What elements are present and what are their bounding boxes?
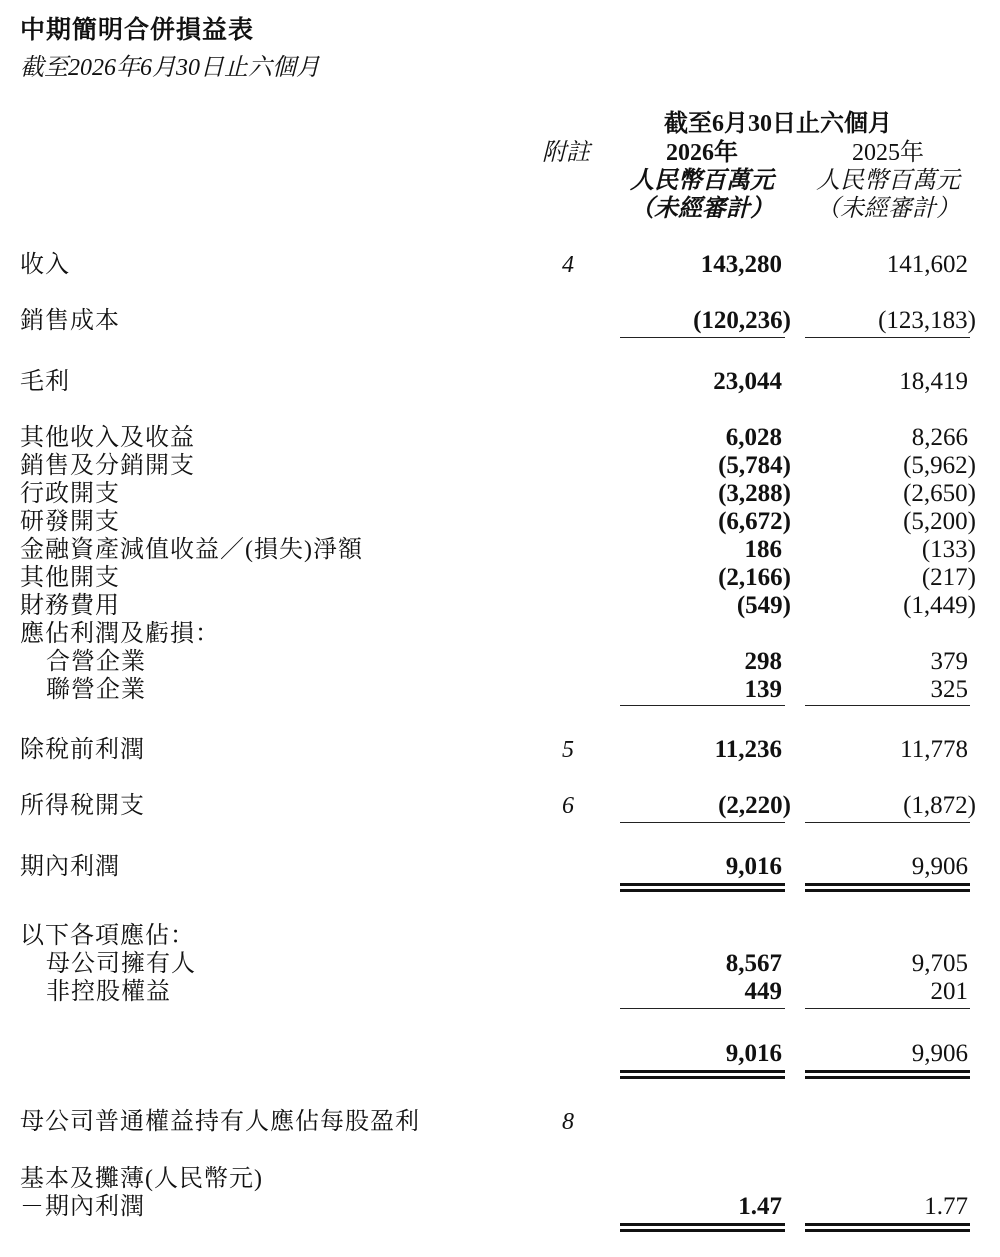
subtotal-rule xyxy=(805,705,970,706)
nci-label: 非控股權益 xyxy=(46,979,171,1005)
profit-previous: 9,906 xyxy=(911,853,968,880)
eps-note: 8 xyxy=(562,1109,574,1135)
share-of-profits-heading: 應佔利潤及虧損： xyxy=(20,621,220,647)
joint-ventures-current: 298 xyxy=(744,648,782,675)
double-rule xyxy=(805,883,970,886)
joint-ventures-previous: 379 xyxy=(930,648,968,675)
associates-previous: 325 xyxy=(930,676,968,703)
revenue-current: 143,280 xyxy=(700,251,782,278)
double-rule xyxy=(805,1070,970,1073)
subtotal-rule xyxy=(620,1008,785,1009)
attributable-heading: 以下各項應佔： xyxy=(20,923,195,949)
finance-costs-current: (549) xyxy=(736,592,791,619)
joint-ventures-label: 合營企業 xyxy=(46,649,146,675)
double-rule xyxy=(805,1076,970,1079)
rnd-current: (6,672) xyxy=(718,508,791,535)
profit-current: 9,016 xyxy=(725,853,782,880)
other-income-previous: 8,266 xyxy=(911,424,968,451)
double-rule xyxy=(805,1229,970,1232)
associates-label: 聯營企業 xyxy=(46,677,146,703)
finance-costs-label: 財務費用 xyxy=(20,593,120,619)
eps-heading: 母公司普通權益持有人應佔每股盈利 xyxy=(20,1109,420,1135)
other-expenses-current: (2,166) xyxy=(718,564,791,591)
double-rule xyxy=(805,889,970,892)
subtotal-rule xyxy=(620,822,785,823)
subtotal-rule xyxy=(620,337,785,338)
gross-profit-label: 毛利 xyxy=(20,369,70,395)
current-year-heading: 2026年 xyxy=(666,140,738,166)
gross-profit-previous: 18,419 xyxy=(899,368,968,395)
associates-current: 139 xyxy=(744,676,782,703)
double-rule xyxy=(620,889,785,892)
pbt-note: 5 xyxy=(562,737,574,763)
admin-label: 行政開支 xyxy=(20,481,120,507)
other-expenses-previous: (217) xyxy=(921,564,976,591)
eps-basic-label: 基本及攤薄(人民幣元) xyxy=(20,1166,263,1192)
previous-unit-heading: 人民幣百萬元 xyxy=(816,168,960,194)
finance-costs-previous: (1,449) xyxy=(903,592,976,619)
nci-previous: 201 xyxy=(930,978,968,1005)
cost-of-sales-current: (120,236) xyxy=(693,307,791,334)
statement-title: 中期簡明合併損益表 xyxy=(20,15,255,44)
revenue-label: 收入 xyxy=(20,252,70,278)
eps-period-label: －期內利潤 xyxy=(20,1194,145,1220)
selling-current: (5,784) xyxy=(718,452,791,479)
admin-current: (3,288) xyxy=(718,480,791,507)
subtotal-rule xyxy=(805,822,970,823)
double-rule xyxy=(620,1223,785,1226)
double-rule xyxy=(620,1070,785,1073)
double-rule xyxy=(805,1223,970,1226)
revenue-note: 4 xyxy=(562,252,574,278)
total-previous: 9,906 xyxy=(911,1040,968,1067)
rnd-label: 研發開支 xyxy=(20,509,120,535)
other-expenses-label: 其他開支 xyxy=(20,565,120,591)
owners-current: 8,567 xyxy=(725,950,782,977)
eps-previous: 1.77 xyxy=(924,1193,968,1220)
statement-subtitle: 截至2026年6月30日止六個月 xyxy=(20,55,320,81)
eps-current: 1.47 xyxy=(738,1193,782,1220)
selling-label: 銷售及分銷開支 xyxy=(20,453,195,479)
previous-year-heading: 2025年 xyxy=(852,140,924,166)
note-heading: 附註 xyxy=(542,140,590,166)
selling-previous: (5,962) xyxy=(903,452,976,479)
current-unit-heading: 人民幣百萬元 xyxy=(630,168,774,194)
pbt-previous: 11,778 xyxy=(900,736,968,763)
rnd-previous: (5,200) xyxy=(903,508,976,535)
profit-label: 期內利潤 xyxy=(20,854,120,880)
owners-previous: 9,705 xyxy=(911,950,968,977)
pbt-current: 11,236 xyxy=(714,736,782,763)
cost-of-sales-label: 銷售成本 xyxy=(20,308,120,334)
current-audit-heading: （未經審計） xyxy=(630,196,774,222)
nci-current: 449 xyxy=(744,978,782,1005)
impairment-previous: (133) xyxy=(921,536,976,563)
tax-previous: (1,872) xyxy=(903,792,976,819)
subtotal-rule xyxy=(805,337,970,338)
pbt-label: 除稅前利潤 xyxy=(20,737,145,763)
total-current: 9,016 xyxy=(725,1040,782,1067)
impairment-current: 186 xyxy=(744,536,782,563)
tax-label: 所得稅開支 xyxy=(20,793,145,819)
cost-of-sales-previous: (123,183) xyxy=(878,307,976,334)
subtotal-rule xyxy=(620,705,785,706)
admin-previous: (2,650) xyxy=(903,480,976,507)
previous-audit-heading: （未經審計） xyxy=(816,196,960,222)
double-rule xyxy=(620,883,785,886)
double-rule xyxy=(620,1076,785,1079)
impairment-label: 金融資產減值收益／(損失)淨額 xyxy=(20,537,363,563)
revenue-previous: 141,602 xyxy=(886,251,968,278)
other-income-current: 6,028 xyxy=(725,424,782,451)
tax-note: 6 xyxy=(562,793,574,819)
double-rule xyxy=(620,1229,785,1232)
gross-profit-current: 23,044 xyxy=(713,368,782,395)
owners-label: 母公司擁有人 xyxy=(46,951,196,977)
other-income-label: 其他收入及收益 xyxy=(20,425,195,451)
subtotal-rule xyxy=(805,1008,970,1009)
tax-current: (2,220) xyxy=(718,792,791,819)
period-heading: 截至6月30日止六個月 xyxy=(664,111,892,137)
